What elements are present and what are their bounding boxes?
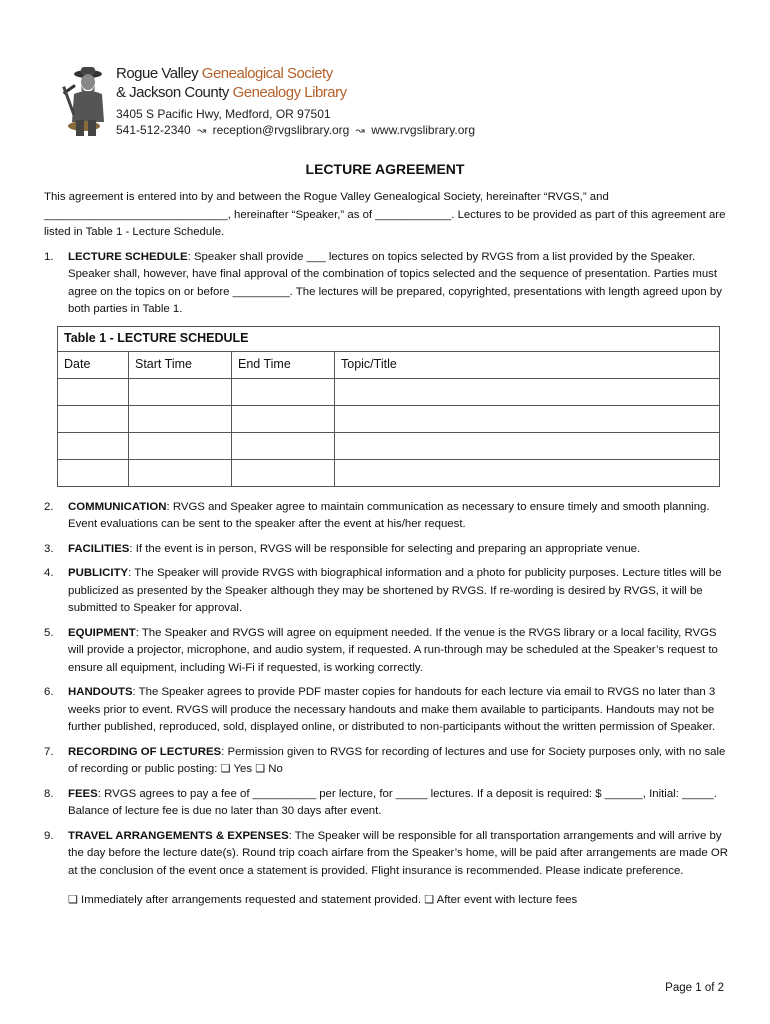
org-name-part: & Jackson County <box>116 84 233 101</box>
page-title: LECTURE AGREEMENT <box>305 161 465 177</box>
clause-number: 3. <box>44 542 54 555</box>
clause-body: : The Speaker and RVGS will agree on equipment needed. If the venue is the RVGS library or a local facility, RVGS will provide a projector, microphone, and audio system, if requested. A run-through may be scheduled at the Speaker’s request to ensure all equipment, including Wi-Fi if requested, is working correctly. <box>68 626 718 674</box>
org-name-line2 <box>116 83 475 102</box>
table-cell[interactable] <box>335 405 720 432</box>
column-header: End Time <box>232 351 335 378</box>
clause-heading: EQUIPMENT <box>68 626 136 639</box>
org-name-part: Rogue Valley <box>116 65 202 82</box>
prospector-logo-icon <box>58 64 110 138</box>
column-header: Date <box>58 351 129 378</box>
clause-text <box>68 541 734 559</box>
clause-item <box>44 541 734 559</box>
table-cell[interactable] <box>129 378 232 405</box>
clause-heading: TRAVEL ARRANGEMENTS & EXPENSES <box>68 829 289 842</box>
email-link[interactable]: reception@rvgslibrary.org <box>212 123 350 137</box>
travel-preference-options <box>68 892 734 910</box>
clause-body: : RVGS agrees to pay a fee of __________ per lecture, for _____ lectures. If a deposit is required: $ ______, Initial: _____. Balance of lecture fee is due no later than 30 days after event. <box>68 787 717 817</box>
org-header <box>116 64 475 139</box>
table-cell[interactable] <box>232 432 335 459</box>
travel-option-after-event: After event with lecture fees <box>436 894 578 906</box>
org-name-accent: Genealogy Library <box>232 84 347 101</box>
clause-text <box>68 625 734 678</box>
clause-text <box>68 565 734 618</box>
intro-paragraph: This agreement is entered into by and between the Rogue Valley Genealogical Society, hereinafter “RVGS,” and _____________________________, hereinafter “Speaker,” as of ____________. Lectures to be provided as part of this agreement are listed in Table 1 - Lecture Schedule. <box>44 191 726 238</box>
clause-text <box>68 744 734 779</box>
table-cell[interactable] <box>58 432 129 459</box>
table-cell[interactable] <box>58 378 129 405</box>
clause-number: 5. <box>44 626 54 639</box>
clause-body: : Speaker shall provide ___ lectures on topics selected by RVGS from a list provided by the Speaker. Speaker shall, however, have final approval of the combination of topics selected and the sequence of presentation. Parties must agree on the topics on or before _________. The lectures will be prepared, copyrighted, presentations with length agreed upon by both parties in Table 1. <box>68 250 722 315</box>
clause-body: : The Speaker will be responsible for all transportation arrangements and will arrive by the day before the lecture date(s). Round trip coach airfare from the Speaker’s home, will be paid after arrangements are made OR at the conclusion of the event once a statement is provided. Flight insurance is recommended. Please indicate preference. <box>68 829 728 877</box>
table-cell[interactable] <box>335 378 720 405</box>
clause-text <box>68 786 734 821</box>
table-caption: Table 1 - LECTURE SCHEDULE <box>58 326 720 351</box>
table-cell[interactable] <box>232 459 335 486</box>
clause-item <box>44 744 734 779</box>
column-header: Start Time <box>129 351 232 378</box>
clause-body: : The Speaker will provide RVGS with biographical information and a photo for publicity purposes. Lecture titles will be publicized as presented by the Speaker although they may be shortened by RVGS. If re-wording is desired by RVGS, it will be submitted to Speaker for approval. <box>68 567 722 614</box>
org-contact <box>116 122 475 139</box>
table-cell[interactable] <box>58 405 129 432</box>
org-address: 3405 S Pacific Hwy, Medford, OR 97501 <box>116 107 331 121</box>
clause-heading: COMMUNICATION <box>68 500 167 513</box>
clause-text <box>68 828 734 881</box>
checkbox-icon[interactable]: ❏ <box>424 894 435 906</box>
phone-number: 541-512-2340 <box>116 123 191 137</box>
clause-text <box>68 499 734 534</box>
clause-heading: FACILITIES <box>68 542 130 555</box>
clause-body: : The Speaker agrees to provide PDF master copies for handouts for each lecture via email to RVGS no later than 3 weeks prior to event. RVGS will produce the necessary handouts and make them available to participants. Handouts may not be further published, reproduced, sold, displayed online, or distributed to non-participants without the written permission of Speaker. <box>68 686 716 733</box>
checkbox-icon[interactable]: ❏ <box>255 763 266 775</box>
clause-heading: HANDOUTS <box>68 686 133 698</box>
clause-heading: LECTURE SCHEDULE <box>68 250 188 263</box>
lecture-schedule-table <box>57 326 720 487</box>
table-cell[interactable] <box>58 459 129 486</box>
clause-item <box>44 786 734 821</box>
org-name-accent: Genealogical Society <box>201 65 333 82</box>
recording-yes-label: Yes <box>233 763 253 775</box>
table-cell[interactable] <box>129 405 232 432</box>
column-header: Topic/Title <box>335 351 720 378</box>
table-cell[interactable] <box>129 459 232 486</box>
clause-body: : If the event is in person, RVGS will be responsible for selecting and preparing an appropriate venue. <box>129 542 641 555</box>
table-cell[interactable] <box>232 405 335 432</box>
clause-number: 9. <box>44 829 54 842</box>
clause-number: 6. <box>44 686 54 698</box>
separator-icon: ↝ <box>355 125 365 137</box>
travel-option-immediate: Immediately after arrangements requested and statement provided. <box>81 894 422 906</box>
clause-item <box>44 684 734 737</box>
clause-item <box>44 249 734 319</box>
clause-heading: RECORDING OF LECTURES <box>68 745 222 758</box>
separator-icon: ↝ <box>197 125 207 137</box>
clause-number: 2. <box>44 500 54 513</box>
table-cell[interactable] <box>335 459 720 486</box>
table-cell[interactable] <box>129 432 232 459</box>
clause-number: 4. <box>44 567 54 579</box>
clause-item <box>44 565 734 618</box>
website-link[interactable]: www.rvgslibrary.org <box>371 123 476 137</box>
clause-number: 8. <box>44 787 54 800</box>
clause-number: 1. <box>44 250 54 263</box>
clause-text <box>68 684 734 737</box>
page-number: Page 1 of 2 <box>665 982 724 994</box>
agreement-body <box>44 189 734 910</box>
table-cell[interactable] <box>335 432 720 459</box>
clause-heading: FEES <box>68 787 98 800</box>
clause-item <box>44 625 734 678</box>
checkbox-icon[interactable]: ❏ <box>220 763 231 775</box>
clause-heading: PUBLICITY <box>68 567 129 579</box>
table-cell[interactable] <box>232 378 335 405</box>
clause-text <box>68 249 734 319</box>
table-row <box>58 432 720 459</box>
clause-item <box>44 828 734 881</box>
org-name-line1 <box>116 64 475 83</box>
table-row <box>58 378 720 405</box>
table-row <box>58 405 720 432</box>
table-row <box>58 459 720 486</box>
clause-body: : RVGS and Speaker agree to maintain communication as necessary to ensure timely and smooth planning. Event evaluations can be sent to the speaker after the event at his/her request. <box>68 500 710 530</box>
clause-body: : Permission given to RVGS for recording of lectures and use for Society purposes only, with no sale of recording or public posting: <box>68 745 726 775</box>
clause-number: 7. <box>44 745 54 758</box>
clause-item <box>44 499 734 534</box>
recording-no-label: No <box>268 763 283 775</box>
table-header-row <box>58 351 720 378</box>
checkbox-icon[interactable]: ❏ <box>68 894 78 906</box>
